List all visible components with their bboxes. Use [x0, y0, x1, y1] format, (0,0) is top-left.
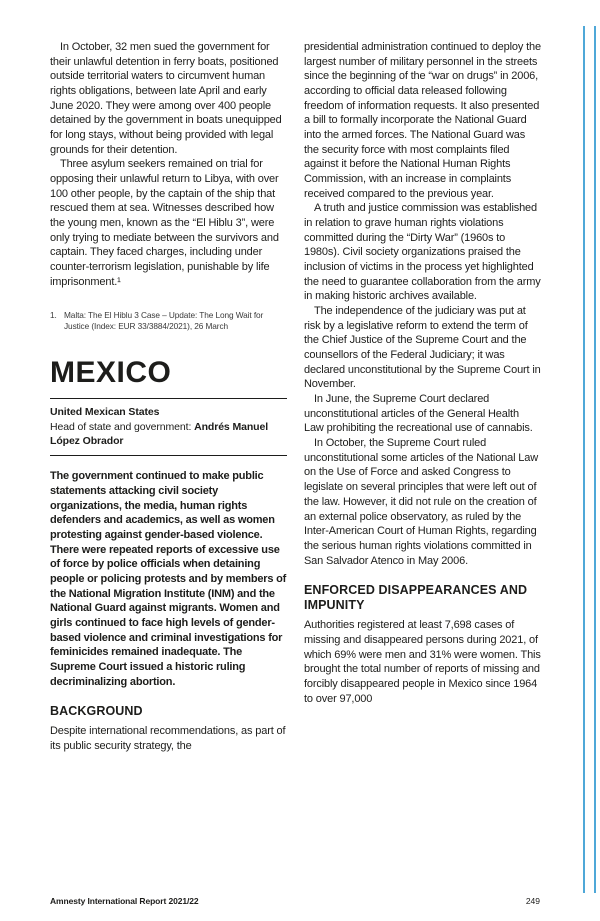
section-heading-background: BACKGROUND — [50, 704, 143, 719]
head-of-state-label: Head of state and government: — [50, 420, 195, 433]
footnote — [50, 310, 287, 332]
country-official-name: United Mexican States — [50, 405, 160, 418]
paragraph: In October, 32 men sued the government for their unlawful detention in ferry boats, positioned outside territorial waters to circumvent human rights obligations, between late April and early June 2020. They were among over 400 people detained by the government in boats unequipped for long stays, without being provided with legal grounds for their detention. — [50, 41, 282, 156]
page-edge-line-outer — [594, 26, 596, 893]
head-of-state-line — [50, 420, 287, 448]
paragraph: Despite international recommendations, as part of its public security strategy, the — [50, 725, 286, 753]
paragraph: In June, the Supreme Court declared unconstitutional articles of the General Health Law prohibiting the recreational use of cannabis. — [304, 393, 533, 435]
divider — [50, 398, 287, 399]
paragraph: The independence of the judiciary was put at risk by a legislative reform to extend the term of the Chief Justice of the Supreme Court and the counsellors of the Federal Judiciary; it was declared unconstitutional by the Supreme Court in November. — [304, 305, 541, 391]
paragraph: Authorities registered at least 7,698 cases of missing and disappeared persons during 2021, of which 69% were men and 31% were women. This brought the total number of reports of missing and forcibly disappeared people in Mexico since 1964 to over 97,000 — [304, 619, 541, 705]
section-heading-enforced-disappearances: ENFORCED DISAPPEARANCES AND IMPUNITY — [304, 583, 528, 613]
footer-report-title: Amnesty International Report 2021/22 — [50, 896, 199, 906]
footer-page-number: 249 — [525, 896, 540, 906]
footnote-text: Malta: The El Hiblu 3 Case – Update: The Long Wait for Justice (Index: EUR 33/3884/2021), 26 March — [64, 310, 264, 332]
paragraph: presidential administration continued to deploy the largest number of military personnel in the streets since the beginning of the “war on drugs” in 2006, according to official data released following freedom of information requests. It also presented a bill to formally incorporate the National Guard into the armed forces. The National Guard was the security force with most complaints filed against it before the National Human Rights Commission, with an increase in complaints received compared to the previous year. — [304, 41, 541, 200]
page-footer — [50, 896, 540, 906]
country-heading: MEXICO — [50, 355, 172, 389]
footnote-number: 1. — [50, 310, 57, 321]
paragraph: A truth and justice commission was established in relation to grave human rights violations committed during the “Dirty War” (1960s to 1980s). Civil society organizations praised the inclusion of victims in the process yet highlighted the need to guarantee collaboration from the army in making historic archives available. — [304, 202, 541, 303]
head-of-state-name: Andrés Manuel López Obrador — [50, 420, 269, 448]
left-column — [50, 40, 287, 754]
paragraph: Three asylum seekers remained on trial for opposing their unlawful return to Libya, with over 100 other people, by the captain of the ship that rescued them at sea. Witnesses described how the young men, known as the “El Hiblu 3”, were only trying to mediate between the survivors and captain. They faced charges, including under counter-terrorism legislation, punishable by life imprisonment.¹ — [50, 158, 279, 288]
page-edge-line-inner — [583, 26, 585, 893]
divider — [50, 455, 287, 456]
right-column — [304, 40, 541, 754]
country-summary: The government continued to make public statements attacking civil society organizations, the media, human rights defenders and academics, as well as women protesting against gender-based violence. There were repeated reports of excessive use of force by police officials when detaining people or policing protests and by members of the National Migration Institute (INM) and the National Guard against migrants. Women and girls continued to face high levels of gender-based violence and criminal investigations for feminicides remained inadequate. The Supreme Court issued a historic ruling decriminalizing abortion. — [50, 470, 287, 688]
paragraph: In October, the Supreme Court ruled unconstitutional some articles of the National Law on the Use of Force and asked Congress to legislate on several principles that were left out of the law. However, it did not rule on the creation of an external police observatory, as ruled by the Inter-American Court of Human Rights, regarding the serious human rights violations committed in San Salvador Atenco in May 2006. — [304, 437, 539, 567]
